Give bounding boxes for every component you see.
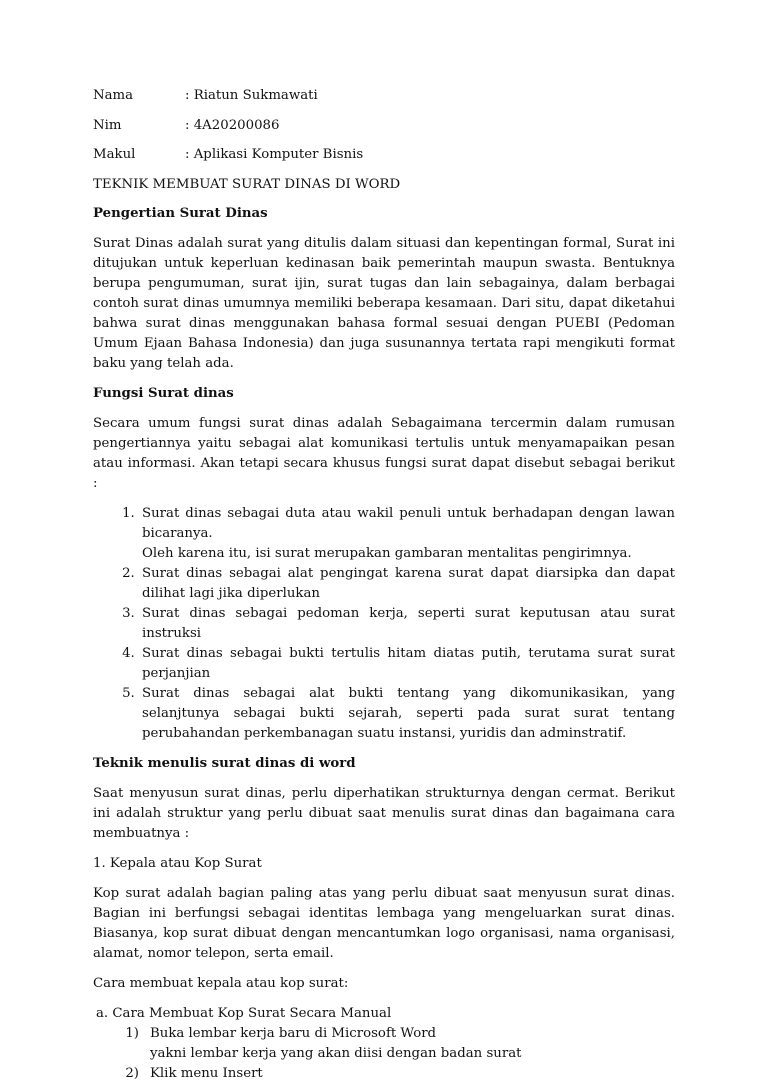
paragraph-letterhead: Kop surat adalah bagian paling atas yang perlu dibuat saat menyusun surat dinas. Bagian ini berfungsi sebagai identitas lembaga yang mengeluarkan surat dinas. Biasanya, kop surat dibuat dengan mencantumkan logo organisasi, nama organisasi, alamat, nomor telepon, serta email. bbox=[93, 885, 675, 961]
step-list bbox=[93, 1024, 675, 1084]
step-text: Buka lembar kerja baru di Microsoft Word bbox=[150, 1025, 437, 1041]
step-body bbox=[139, 1024, 521, 1064]
paragraph-definition: Surat Dinas adalah surat yang ditulis dalam situasi dan kepentingan formal, Surat ini ditujukan untuk keperluan kedinasan baik pemerintah maupun swasta. Bentuknya berupa pengumuman, surat ijin, surat tugas dan lain sebagainya, dalam berbagai contoh surat dinas umumnya memiliki beberapa kesamaan. Dari situ, dapat diketahui bahwa surat dinas menggunakan bahasa formal sesuai dengan PUEBI (Pedoman Umum Ejaan Bahasa Indonesia) dan juga susunannya tertata rapi mengikuti format baku yang telah ada. bbox=[93, 235, 675, 371]
section-heading-definition: Pengertian Surat Dinas bbox=[93, 205, 268, 221]
step-number: 1) bbox=[125, 1025, 139, 1041]
meta-value: : Aplikasi Komputer Bisnis bbox=[185, 147, 364, 162]
list-item bbox=[139, 504, 675, 564]
meta-row-name bbox=[93, 86, 675, 106]
section-heading-function: Fungsi Surat dinas bbox=[93, 385, 234, 401]
list-item-text: Surat dinas sebagai alat pengingat karena surat dapat diarsipka dan dapat dilihat lagi jika diperlukan bbox=[142, 565, 675, 601]
list-item-text: Surat dinas sebagai pedoman kerja, seperti surat keputusan atau surat instruksi bbox=[142, 605, 675, 641]
step-body bbox=[139, 1064, 263, 1084]
list-item-text: Surat dinas sebagai alat bukti tentang yang dikomunikasikan, yang selanjtunya sebagai bukti sejarah, seperti pada surat surat tentang perubahandan perkembanagan suatu instansi, yuridis dan adminstratif. bbox=[142, 685, 675, 741]
list-item-text: Surat dinas sebagai bukti tertulis hitam diatas putih, terutama surat surat perjanjian bbox=[142, 645, 675, 681]
meta-label: Nama bbox=[93, 88, 134, 103]
subheading-manual: a. Cara Membuat Kop Surat Secara Manual bbox=[96, 1005, 392, 1021]
paragraph-how-to: Cara membuat kepala atau kop surat: bbox=[93, 975, 349, 991]
section-heading-technique: Teknik menulis surat dinas di word bbox=[93, 755, 356, 771]
step-item bbox=[93, 1064, 675, 1084]
list-item bbox=[139, 564, 675, 604]
list-item bbox=[139, 604, 675, 644]
step-number: 2) bbox=[125, 1065, 139, 1081]
meta-row-course bbox=[93, 145, 675, 165]
meta-row-nim bbox=[93, 116, 675, 136]
list-item bbox=[139, 644, 675, 684]
subheading-letterhead: 1. Kepala atau Kop Surat bbox=[93, 855, 262, 871]
list-item-text: 1. Surat dinas sebagai duta atau wakil penuli untuk berhadapan dengan lawan bicaranya. bbox=[142, 505, 675, 541]
meta-label: Makul bbox=[93, 147, 136, 162]
step-item bbox=[93, 1024, 675, 1064]
meta-label: Nim bbox=[93, 117, 122, 133]
list-item-text-cont: Oleh karena itu, isi surat merupakan gambaran mentalitas pengirimnya. bbox=[142, 545, 632, 561]
paragraph-function: Secara umum fungsi surat dinas adalah Sebagaimana tercermin dalam rumusan pengertiannya yaitu sebagai alat komunikasi tertulis untuk menyamapaikan pesan atau informasi. Akan tetapi secara khusus fungsi surat dapat disebut sebagai berikut : bbox=[93, 415, 675, 491]
step-text-cont: yakni lembar kerja yang akan diisi dengan badan surat bbox=[150, 1045, 522, 1061]
list-item bbox=[139, 684, 675, 744]
meta-value: : 4A20200086 bbox=[185, 117, 280, 133]
paragraph-structure: Saat menyusun surat dinas, perlu diperhatikan strukturnya dengan cermat. Berikut ini adalah struktur yang perlu dibuat saat menulis surat dinas dan bagaimana cara membuatnya : bbox=[93, 785, 675, 841]
meta-value: : Riatun Sukmawati bbox=[185, 88, 318, 103]
step-text: Klik menu Insert bbox=[150, 1065, 263, 1081]
function-list bbox=[93, 504, 675, 744]
document-title: TEKNIK MEMBUAT SURAT DINAS DI WORD bbox=[93, 176, 401, 192]
